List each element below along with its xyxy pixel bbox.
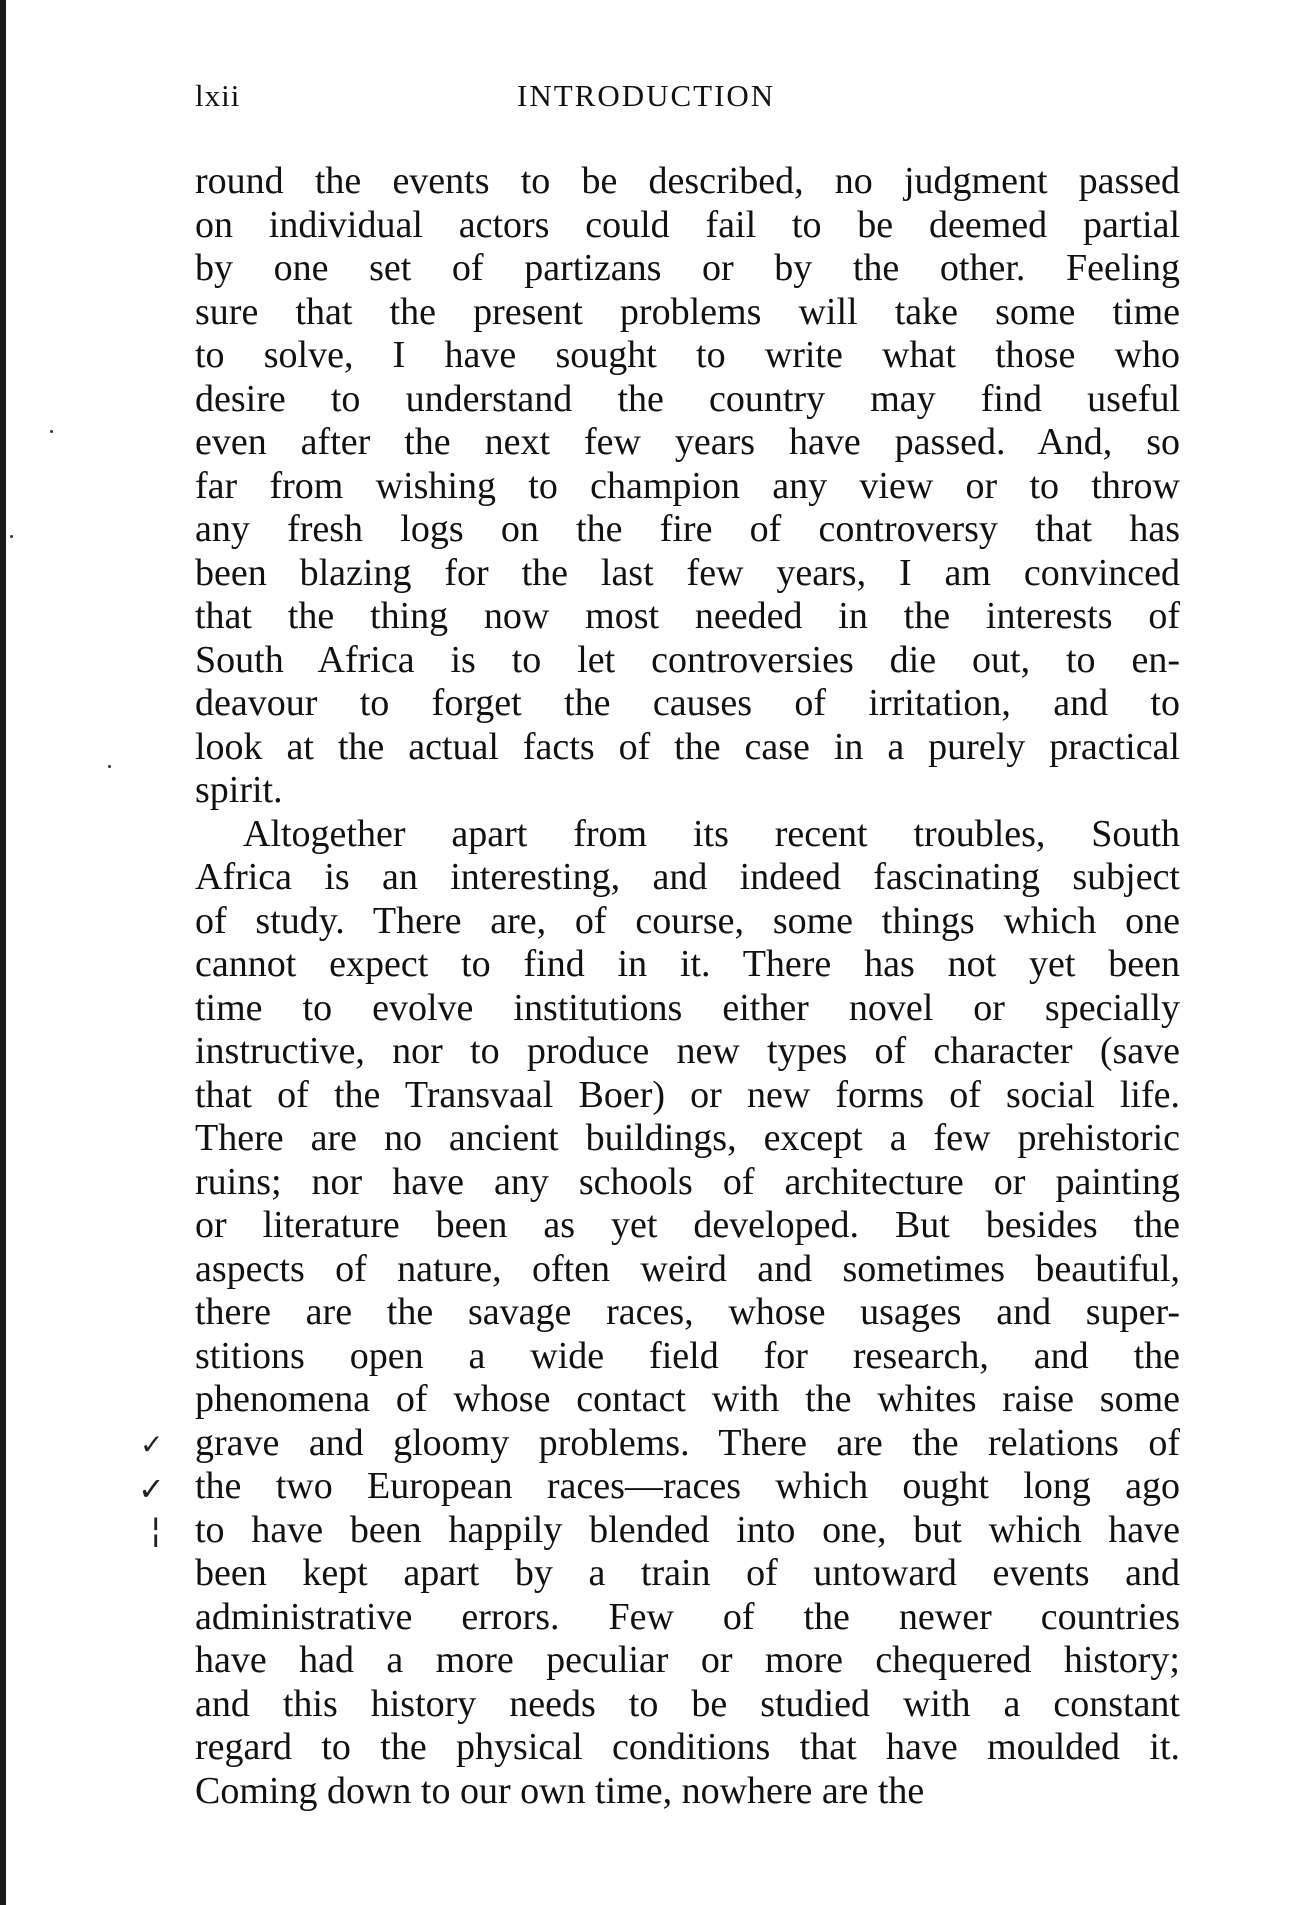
text-line: instructive, nor to produce new types of character (save: [195, 1030, 1180, 1072]
text-line: There are no ancient buildings, except a few prehistoric: [195, 1117, 1180, 1159]
margin-check-mark: ✓: [138, 1470, 165, 1508]
text-line: been kept apart by a train of untoward events and: [195, 1552, 1180, 1594]
text-line: far from wishing to champion any view or to throw: [195, 464, 1180, 507]
speck: [10, 535, 13, 538]
text-line: to have been happily blended into one, but which have: [195, 1508, 1180, 1551]
text-line: sure that the present problems will take some time: [195, 290, 1180, 333]
speck: [108, 765, 111, 768]
text-line: there are the savage races, whose usages and super-: [195, 1291, 1180, 1333]
text-line: look at the actual facts of the case in a purely practical: [195, 725, 1180, 768]
text-line: been blazing for the last few years, I am convinced: [195, 551, 1180, 594]
text-line: to solve, I have sought to write what those who: [195, 334, 1180, 376]
text-line: on individual actors could fail to be deemed partial: [195, 203, 1180, 246]
margin-check-mark: ✓: [140, 1428, 164, 1461]
text-line: any fresh logs on the fire of controversy that has: [195, 508, 1180, 550]
text-line: desire to understand the country may find useful: [195, 377, 1180, 420]
text-line: that of the Transvaal Boer) or new forms of social life.: [195, 1073, 1180, 1116]
text-line: have had a more peculiar or more chequered history;: [195, 1639, 1180, 1681]
text-line: administrative errors. Few of the newer countries: [195, 1595, 1180, 1638]
text-line: Africa is an interesting, and indeed fascinating subject: [195, 856, 1180, 898]
text-line: round the events to be described, no judgment passed: [195, 160, 1180, 202]
text-line: that the thing now most needed in the interests of: [195, 595, 1180, 637]
text-line: spirit.: [195, 769, 283, 811]
text-line: grave and gloomy problems. There are the relations of: [195, 1421, 1180, 1464]
paragraph: [195, 160, 1180, 813]
text-line: of study. There are, of course, some things which one: [195, 899, 1180, 942]
margin-broken-bar-mark: ¦: [150, 1510, 162, 1550]
text-line: and this history needs to be studied with a constant: [195, 1682, 1180, 1725]
speck: [50, 430, 53, 433]
running-title: INTRODUCTION: [517, 78, 776, 113]
text-line: by one set of partizans or by the other. Feeling: [195, 247, 1180, 289]
text-line: or literature been as yet developed. But besides the: [195, 1204, 1180, 1246]
text-line: Coming down to our own time, nowhere are the: [195, 1769, 925, 1812]
text-line: even after the next few years have passed. And, so: [195, 421, 1180, 463]
text-line: Altogether apart from its recent troubles, South: [243, 812, 1180, 855]
page-number: lxii: [195, 78, 241, 113]
paragraph: [195, 813, 1180, 1814]
text-line: stitions open a wide field for research, and the: [195, 1334, 1180, 1377]
page-binding-edge: [0, 0, 6, 1905]
text-line: time to evolve institutions either novel or specially: [195, 986, 1180, 1029]
text-line: South Africa is to let controversies die out, to en-: [195, 638, 1180, 681]
running-head: [195, 78, 1175, 118]
text-line: regard to the physical conditions that have moulded it.: [195, 1726, 1180, 1768]
text-line: aspects of nature, often weird and sometimes beautiful,: [195, 1247, 1180, 1290]
text-line: cannot expect to find in it. There has not yet been: [195, 943, 1180, 985]
text-line: deavour to forget the causes of irritation, and to: [195, 682, 1180, 724]
text-line: ruins; nor have any schools of architecture or painting: [195, 1160, 1180, 1203]
text-line: the two European races—races which ought long ago: [195, 1465, 1180, 1507]
body-text: [195, 160, 1180, 1813]
text-line: phenomena of whose contact with the whites raise some: [195, 1378, 1180, 1420]
